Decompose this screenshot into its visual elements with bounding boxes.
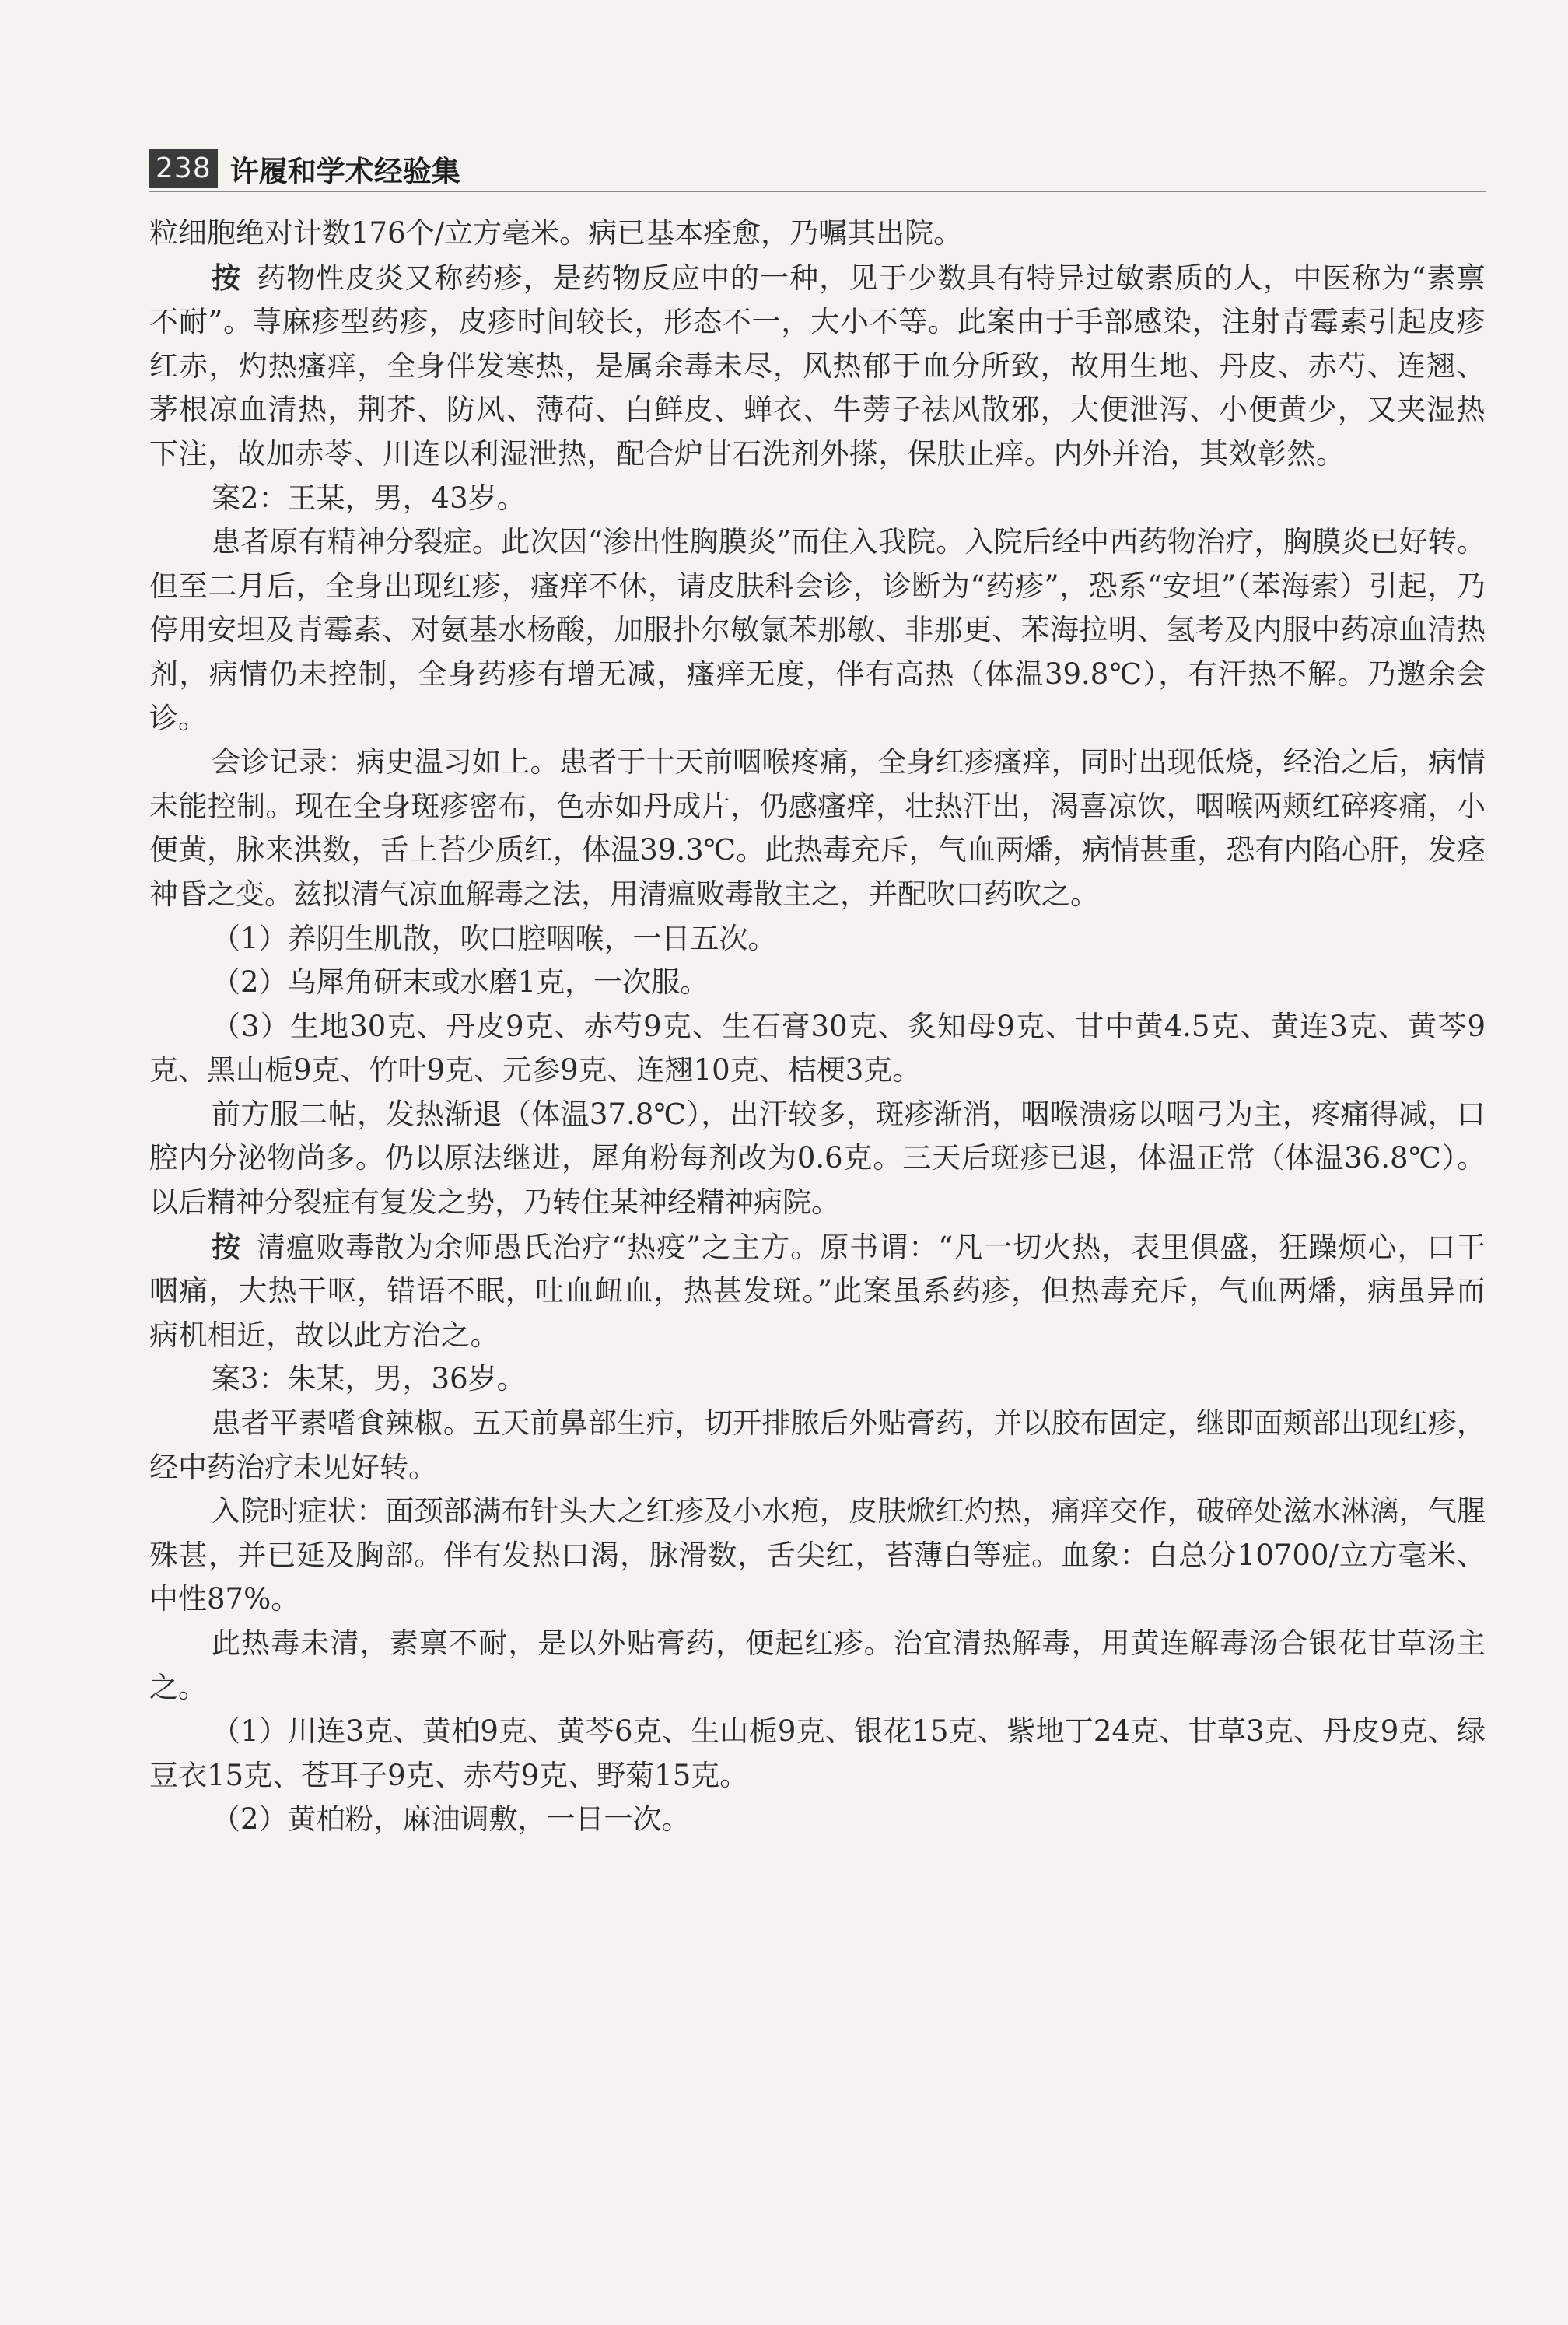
paragraph-text: （3）生地30克、丹皮9克、赤芍9克、生石膏30克、炙知母9克、甘中黄4.5克、黄连3克、黄芩9克、黑山栀9克、竹叶9克、元参9克、连翘10克、桔梗3克。 bbox=[149, 1009, 1486, 1087]
paragraph-text: 此热毒未清，素禀不耐，是以外贴膏药，便起红疹。治宜清热解毒，用黄连解毒汤合银花甘草汤主之。 bbox=[149, 1626, 1486, 1704]
paragraph-1 bbox=[149, 212, 1486, 256]
paragraph-admission-symptoms bbox=[149, 1490, 1486, 1622]
paragraph-text: 患者原有精神分裂症。此次因“渗出性胸膜炎”而住入我院。入院后经中西药物治疗，胸膜炎已好转。但至二月后，全身出现红疹，瘙痒不休，请皮肤科会诊，诊断为“药疹”，恐系“安坦”（苯海索）引起，乃停用安坦及青霉素、对氨基水杨酸，加服扑尔敏氯苯那敏、非那更、苯海拉明、氢考及内服中药凉血清热剂，病情仍未控制，全身药疹有增无减，瘙痒无度，伴有高热（体温39.8℃），有汗热不解。乃邀余会诊。 bbox=[149, 525, 1486, 735]
prescription-item-1 bbox=[149, 917, 1486, 961]
paragraph-case-3-history bbox=[149, 1402, 1486, 1490]
prescription-item-4 bbox=[149, 1710, 1486, 1798]
paragraph-text: 案2：王某，男，43岁。 bbox=[212, 481, 526, 515]
paragraph-text: 前方服二帖，发热渐退（体温37.8℃），出汗较多，斑疹渐消，咽喉溃疡以咽弓为主，疼痛得减，口腔内分泌物尚多。仍以原法继进，犀角粉每剂改为0.6克。三天后斑疹已退，体温正常（体温36.8℃）。以后精神分裂症有复发之势，乃转住某神经精神病院。 bbox=[149, 1097, 1486, 1220]
paragraph-text: （2）黄柏粉，麻油调敷，一日一次。 bbox=[212, 1802, 691, 1837]
paragraph-text: 案3：朱某，男，36岁。 bbox=[212, 1362, 526, 1396]
book-title: 许履和学术经验集 bbox=[229, 155, 460, 188]
paragraph-text: 会诊记录：病史温习如上。患者于十天前咽喉疼痛，全身红疹瘙痒，同时出现低烧，经治之后，病情未能控制。现在全身斑疹密布，色赤如丹成片，仍感瘙痒，壮热汗出，渴喜凉饮，咽喉两颊红碎疼痛，小便黄，脉来洪数，舌上苔少质红，体温39.3℃。此热毒充斥，气血两燔，病情甚重，恐有内陷心肝，发痉神昏之变。兹拟清气凉血解毒之法，用清瘟败毒散主之，并配吹口药吹之。 bbox=[149, 745, 1486, 911]
paragraph-followup bbox=[149, 1093, 1486, 1225]
page-body bbox=[149, 212, 1486, 1842]
prescription-item-5 bbox=[149, 1798, 1486, 1842]
note-keyword: 按 bbox=[212, 1229, 242, 1264]
case-2-heading bbox=[149, 477, 1486, 521]
prescription-item-2 bbox=[149, 961, 1486, 1005]
paragraph-text: 粒细胞绝对计数176个/立方毫米。病已基本痊愈，乃嘱其出院。 bbox=[149, 216, 963, 250]
paragraph-treatment-plan bbox=[149, 1622, 1486, 1710]
header-rule bbox=[149, 191, 1486, 192]
page-header bbox=[149, 148, 460, 190]
paragraph-consult-record bbox=[149, 741, 1486, 916]
paragraph-text: 入院时症状：面颈部满布针头大之红疹及小水疱，皮肤焮红灼热，痛痒交作，破碎处滋水淋漓，气腥殊甚，并已延及胸部。伴有发热口渴，脉滑数，舌尖红，苔薄白等症。血象：白总分10700/立方毫米、中性87%。 bbox=[149, 1494, 1486, 1616]
note-paragraph-2 bbox=[149, 1225, 1486, 1358]
paragraph-text: 患者平素嗜食辣椒。五天前鼻部生疖，切开排脓后外贴膏药，并以胶布固定，继即面颊部出现红疹，经中药治疗未见好转。 bbox=[149, 1406, 1486, 1484]
paragraph-text: 药物性皮炎又称药疹，是药物反应中的一种，见于少数具有特异过敏素质的人，中医称为“素禀不耐”。荨麻疹型药疹，皮疹时间较长，形态不一，大小不等。此案由于手部感染，注射青霉素引起皮疹红赤，灼热瘙痒，全身伴发寒热，是属余毒未尽，风热郁于血分所致，故用生地、丹皮、赤芍、连翘、茅根凉血清热，荆芥、防风、薄荷、白鲜皮、蝉衣、牛蒡子祛风散邪，大便泄泻、小便黄少，又夹湿热下注，故加赤苓、川连以利湿泄热，配合炉甘石洗剂外搽，保肤止痒。内外并治，其效彰然。 bbox=[149, 261, 1486, 471]
paragraph-text: （2）乌犀角研末或水磨1克，一次服。 bbox=[212, 965, 709, 1000]
case-3-heading bbox=[149, 1357, 1486, 1402]
page-number: 238 bbox=[149, 149, 218, 188]
paragraph-text: （1）川连3克、黄柏9克、黄芩6克、生山栀9克、银花15克、紫地丁24克、甘草3克、丹皮9克、绿豆衣15克、苍耳子9克、赤芍9克、野菊15克。 bbox=[149, 1714, 1486, 1792]
paragraph-history bbox=[149, 520, 1486, 741]
note-keyword: 按 bbox=[212, 260, 242, 295]
prescription-item-3 bbox=[149, 1005, 1486, 1093]
paragraph-text: （1）养阴生肌散，吹口腔咽喉，一日五次。 bbox=[212, 921, 777, 955]
note-paragraph-1 bbox=[149, 256, 1486, 477]
paragraph-text: 清瘟败毒散为余师愚氏治疗“热疫”之主方。原书谓：“凡一切火热，表里俱盛，狂躁烦心，口干咽痛，大热干呕，错语不眠，吐血衄血，热甚发斑。”此案虽系药疹，但热毒充斥，气血两燔，病虽异而病机相近，故以此方治之。 bbox=[149, 1230, 1486, 1352]
